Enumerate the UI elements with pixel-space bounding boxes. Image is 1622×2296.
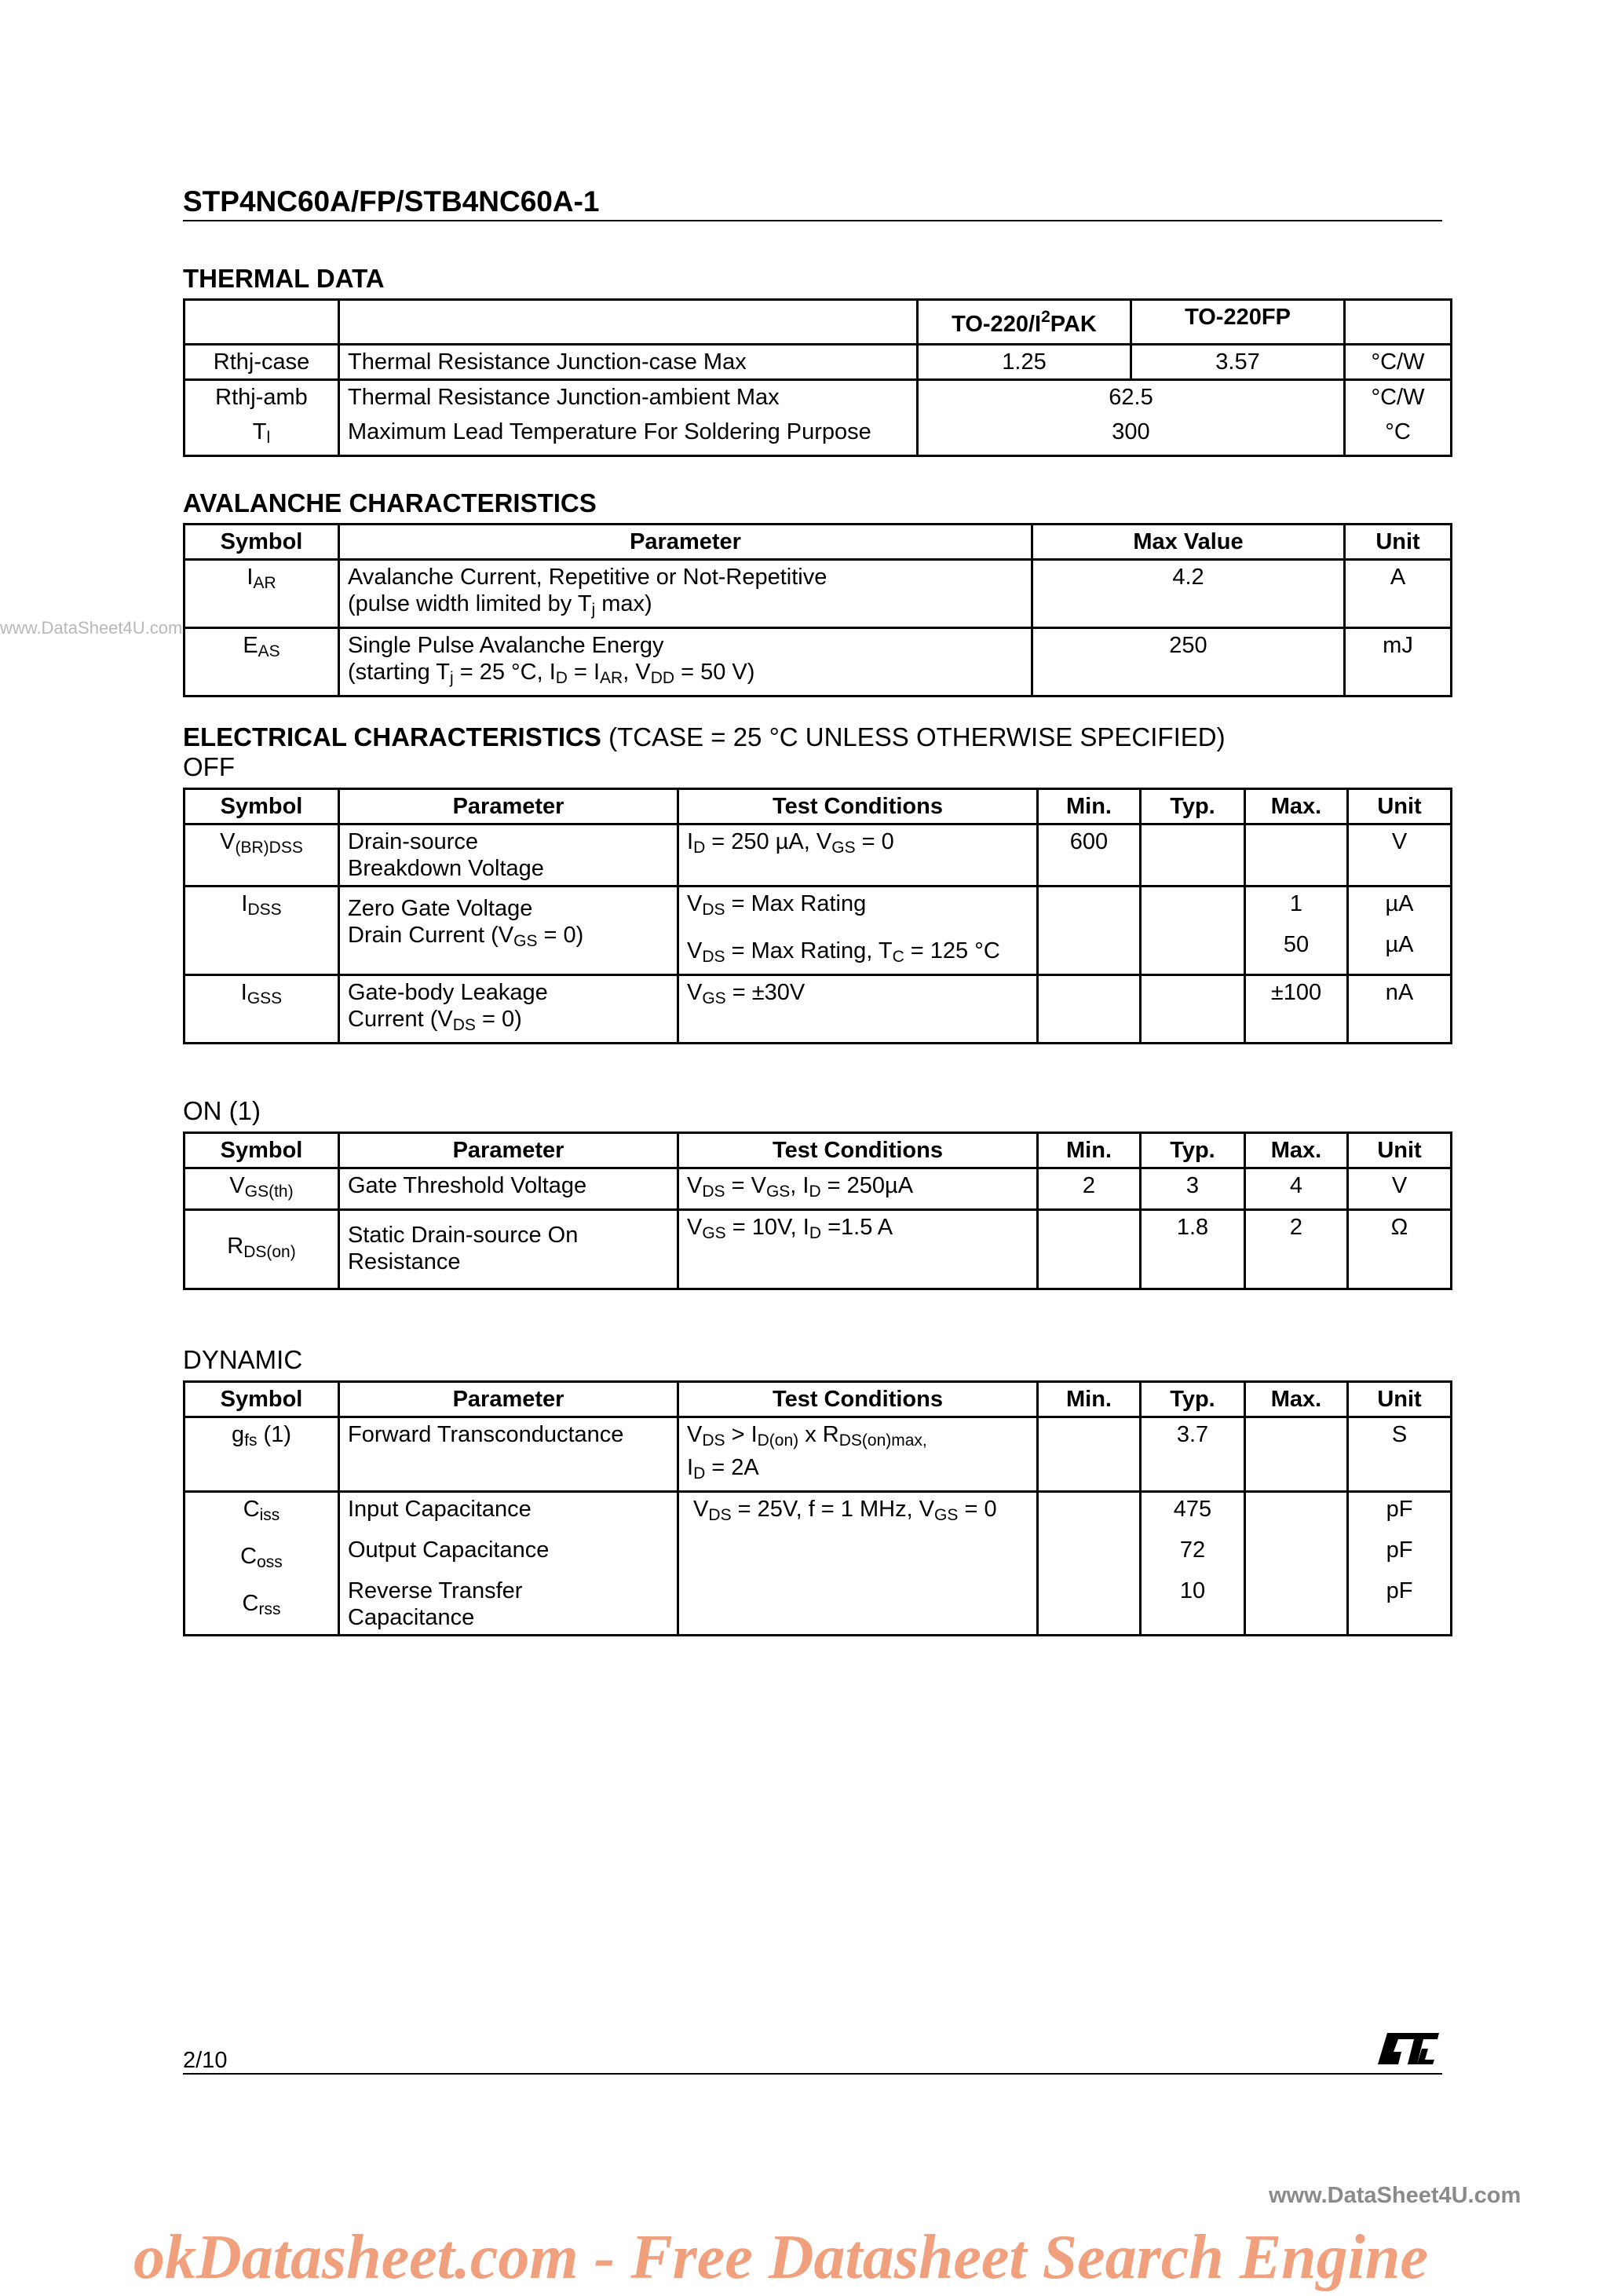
off-label: OFF <box>183 752 235 781</box>
table-row: Symbol Parameter Test Conditions Min. Typ. Max. Unit <box>184 1133 1452 1168</box>
thermal-data-heading: THERMAL DATA <box>183 264 385 293</box>
thermal-data-table <box>183 298 1452 457</box>
table-row: $I_{AR}$ Avalanche Current, Repetitive or Not-Repetitive (pulse width limited by $T_j$ max) 4.2 A <box>184 560 1452 628</box>
col-header-to220: $TO-220/I^2PAK$ <box>918 300 1131 345</box>
table-row: Symbol Parameter Test Conditions Min. Typ. Max. Unit <box>184 1382 1452 1417</box>
footer-banner[interactable]: okDatasheet.com - Free Datasheet Search Engine <box>133 2223 1428 2292</box>
table-row: $R_{DS(on)}$ Static Drain-source On Resistance $V_{GS} = 10V$, $I_D =1.5$ A 1.8 2 Ω <box>184 1210 1452 1289</box>
table-row: Rthj-amb Thermal Resistance Junction-ambient Max 62.5 °C/W <box>184 380 1452 411</box>
table-row: Rthj-case Thermal Resistance Junction-case Max 1.25 3.57 °C/W <box>184 345 1452 380</box>
footer-url[interactable]: www.DataSheet4U.com <box>1269 2183 1522 2208</box>
table-row: $I_{DSS}$ Zero Gate Voltage Drain Current $(V_{GS} = 0)$ $V_{DS}$ = Max Rating $V_{DS}$ = Max Rating, $T_C = 125$ °C 1 50 µA µA <box>184 887 1452 975</box>
table-row: $I_{GSS}$ Gate-body Leakage Current $(V_{DS} = 0)$ $V_{GS} = \pm 30V$ ±100 nA <box>184 975 1452 1044</box>
avalanche-heading: AVALANCHE CHARACTERISTICS <box>183 488 597 517</box>
table-row: $C_{iss}$ $C_{oss}$ $C_{rss}$ Input Capacitance Output Capacitance Reverse Transfer Capacitance $V_{DS} = 25V$, f = 1 MHz, $V_{GS} = 0$ 475 72 10 pF pF pF <box>184 1492 1452 1636</box>
table-row: $V_{GS(th)}$ Gate Threshold Voltage $V_{DS} = V_{GS}$, $I_D = 250\mu A$ 2 3 4 V <box>184 1168 1452 1210</box>
col-header-to220fp: TO-220FP <box>1131 300 1345 345</box>
on-label: ON (1) <box>183 1096 261 1125</box>
electrical-heading: ELECTRICAL CHARACTERISTICS (TCASE = 25 °C UNLESS OTHERWISE SPECIFIED) <box>183 722 1226 751</box>
table-row: Symbol Parameter Max Value Unit <box>184 525 1452 560</box>
table-row: Symbol Parameter Test Conditions Min. Typ. Max. Unit <box>184 789 1452 824</box>
dynamic-label: DYNAMIC <box>183 1345 303 1374</box>
page-number: 2/10 <box>183 2048 228 2073</box>
table-row <box>184 300 1452 345</box>
footer-rule <box>183 2073 1442 2075</box>
document-title: STP4NC60A/FP/STB4NC60A-1 <box>183 185 600 218</box>
off-table <box>183 788 1452 1044</box>
st-logo-icon <box>1372 2028 1441 2071</box>
table-row: $E_{AS}$ Single Pulse Avalanche Energy (starting $T_j = 25$ °C, $I_D = I_{AR}$, $V_{DD} = 50$ V) 250 mJ <box>184 628 1452 696</box>
header-rule <box>183 220 1442 221</box>
table-row: $T_l$ Maximum Lead Temperature For Soldering Purpose 300 °C <box>184 411 1452 456</box>
on-table <box>183 1132 1452 1290</box>
avalanche-table <box>183 523 1452 697</box>
dynamic-table <box>183 1380 1452 1636</box>
table-row: $g_{fs}$ (1) Forward Transconductance $V_{DS} > I_{D(on)}$ x $R_{DS(on)max,}$ $I_D = 2A$ 3.7 S <box>184 1417 1452 1492</box>
side-watermark: www.DataSheet4U.com <box>0 618 183 638</box>
table-row: $V_{(BR)DSS}$ Drain-source Breakdown Voltage $I_D = 250$ µA, $V_{GS} = 0$ 600 V <box>184 824 1452 887</box>
